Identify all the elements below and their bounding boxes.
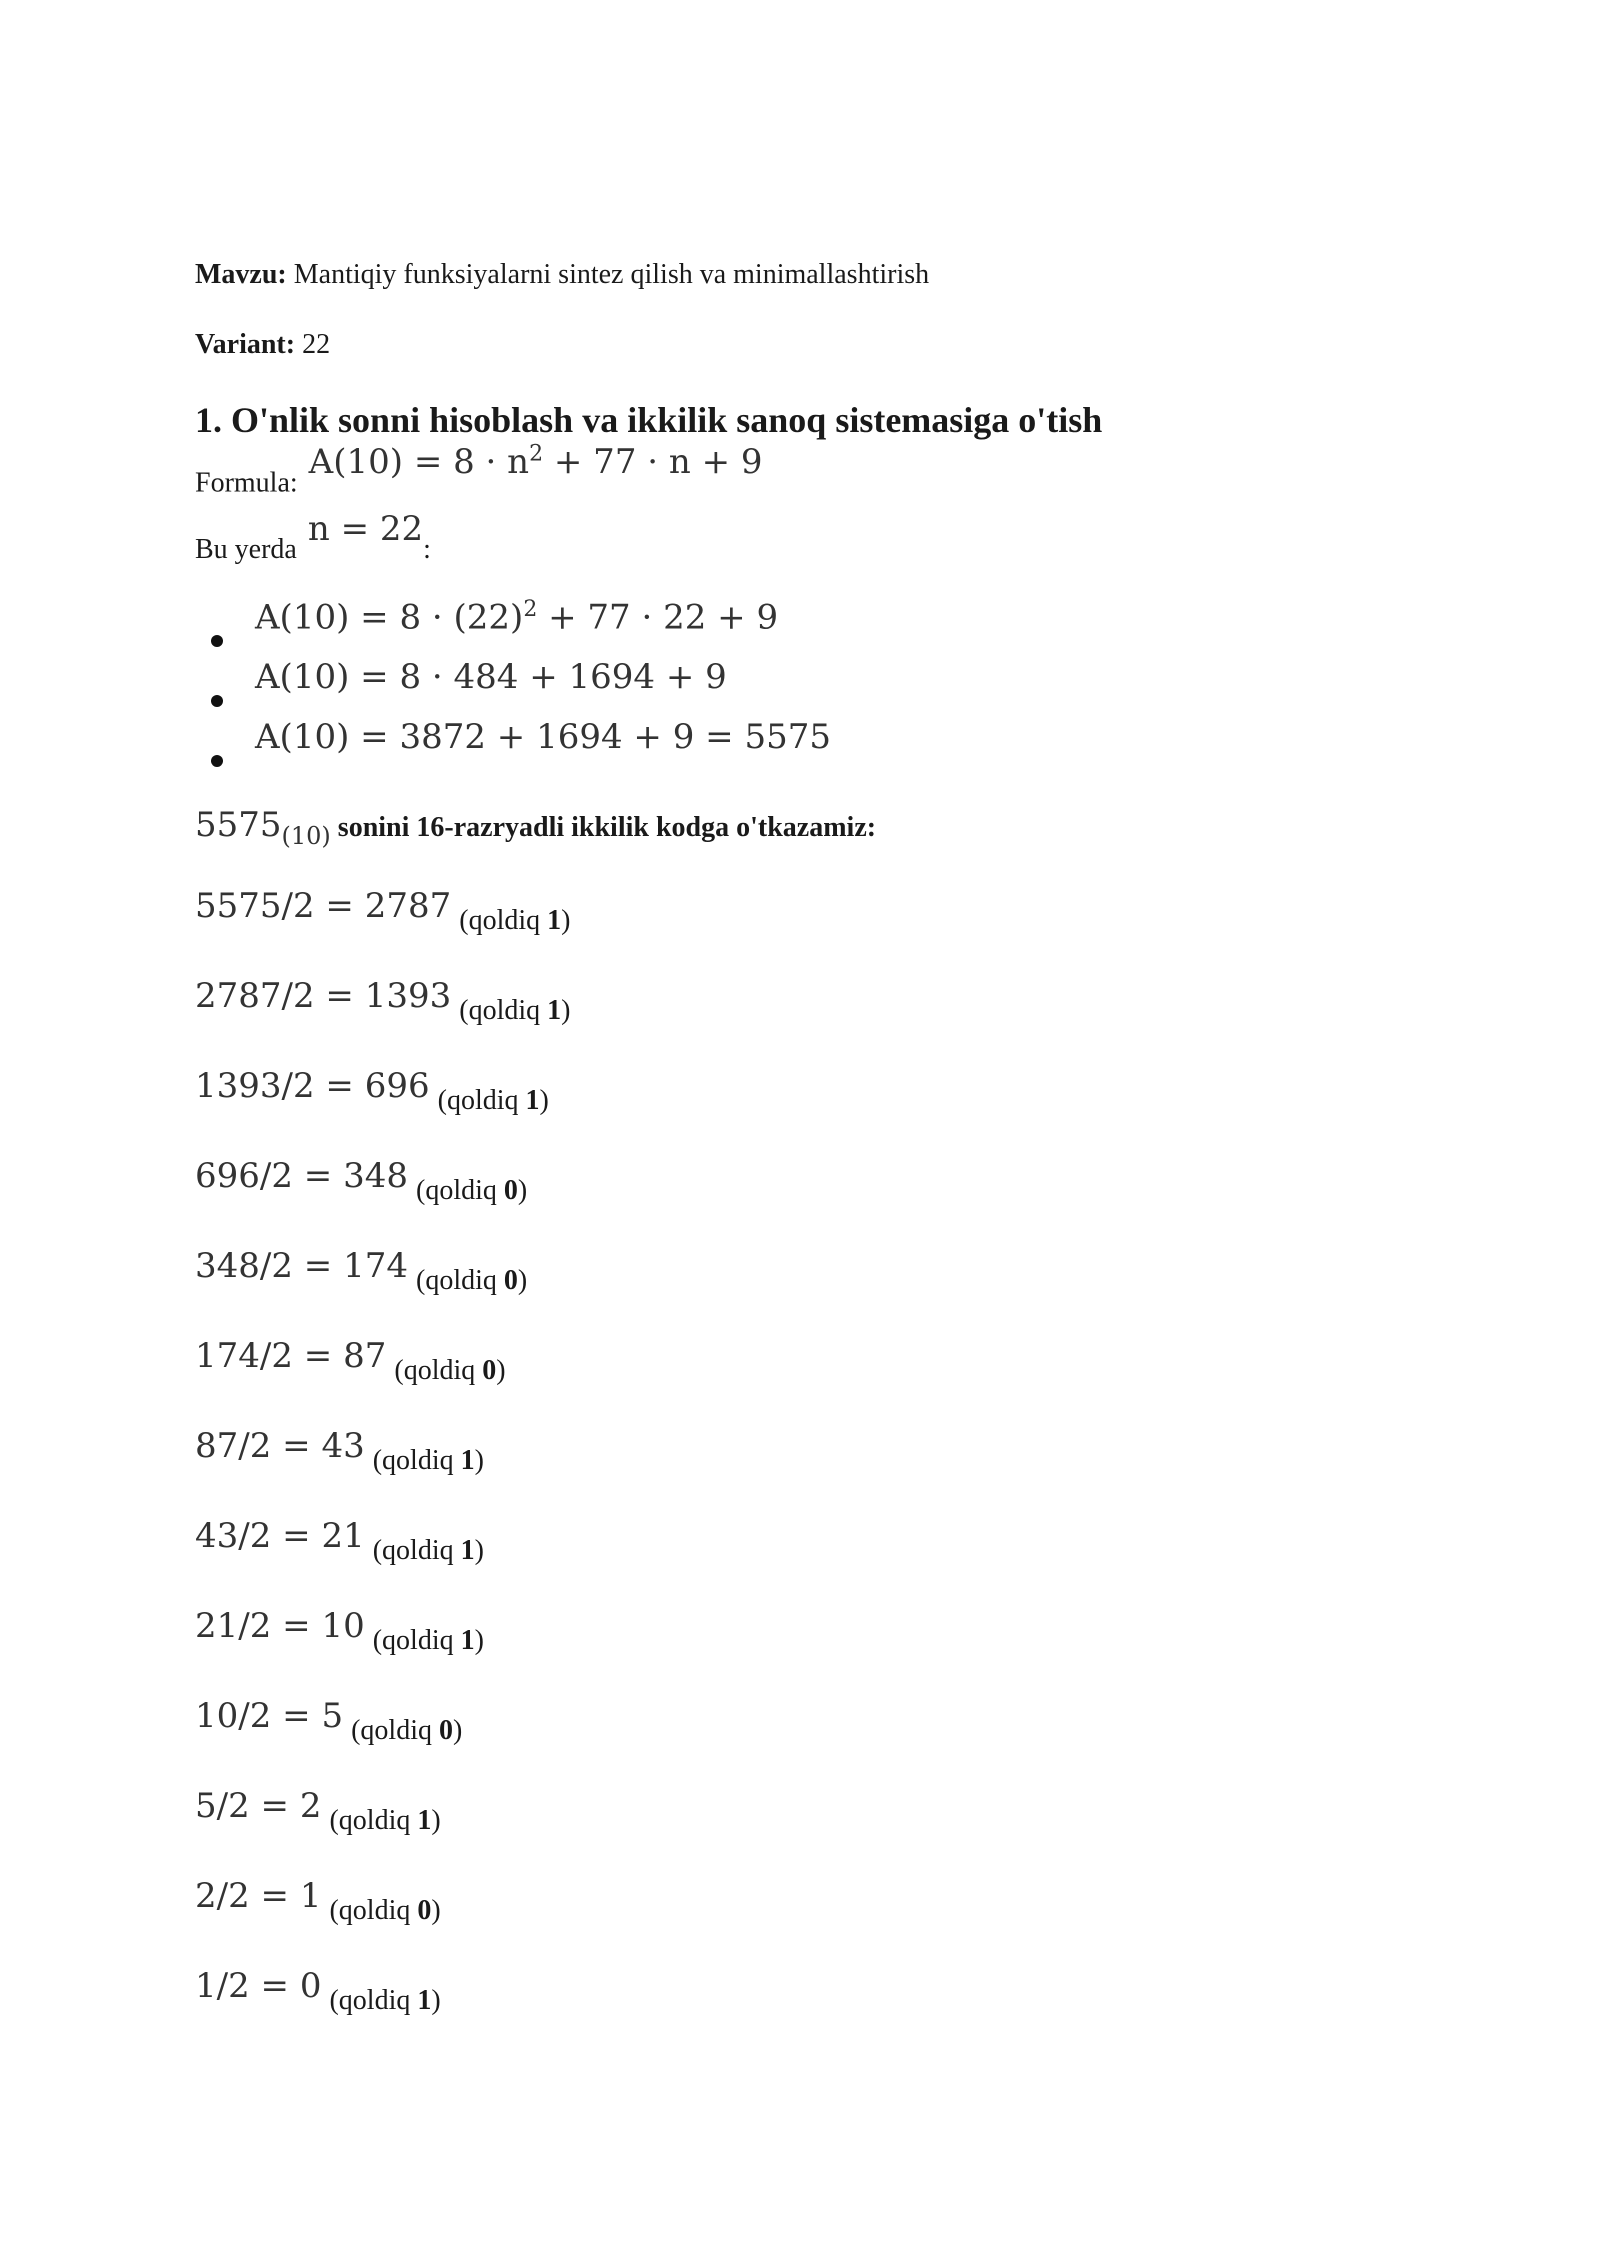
step-exponent: 2 bbox=[523, 597, 538, 623]
remainder-word: qoldiq bbox=[382, 1535, 454, 1567]
remainder-word: qoldiq bbox=[468, 995, 541, 1027]
remainder-digit: 0 bbox=[503, 1265, 518, 1297]
division-row bbox=[195, 1876, 1435, 1972]
remainder-note: (qoldiq 0) bbox=[329, 1895, 441, 1927]
division-expression: 43/2 = 21 bbox=[195, 1516, 365, 1557]
conversion-text: sonini 16-razryadli ikkilik kodga o'tkazamiz: bbox=[337, 812, 877, 844]
remainder-word: qoldiq bbox=[425, 1265, 497, 1297]
remainder-note: (qoldiq 1) bbox=[329, 1805, 441, 1837]
division-expression: 21/2 = 10 bbox=[195, 1606, 365, 1647]
calculation-step bbox=[195, 597, 1435, 657]
remainder-word: qoldiq bbox=[338, 1805, 411, 1837]
division-expression: 87/2 = 43 bbox=[195, 1426, 365, 1467]
remainder-digit: 0 bbox=[417, 1895, 432, 1927]
division-row bbox=[195, 886, 1435, 982]
step-expression: A(10) = 3872 + 1694 + 9 = 5575 bbox=[255, 717, 831, 758]
conversion-line bbox=[195, 805, 1435, 856]
division-expression: 5575/2 = 2787 bbox=[195, 886, 452, 927]
remainder-word: qoldiq bbox=[338, 1895, 411, 1927]
formula-expression bbox=[309, 442, 763, 482]
division-row bbox=[195, 1156, 1435, 1252]
remainder-note: (qoldiq 1) bbox=[372, 1445, 484, 1477]
division-row bbox=[195, 1426, 1435, 1522]
given-suffix: : bbox=[423, 534, 431, 566]
formula-label: Formula: bbox=[195, 467, 298, 499]
bullet-icon bbox=[211, 755, 223, 767]
remainder-digit: 1 bbox=[547, 995, 562, 1027]
remainder-note: (qoldiq 1) bbox=[437, 1085, 549, 1117]
division-expression: 174/2 = 87 bbox=[195, 1336, 387, 1377]
topic-line bbox=[195, 258, 1435, 292]
remainder-note: (qoldiq 0) bbox=[351, 1715, 463, 1747]
division-expression: 10/2 = 5 bbox=[195, 1696, 344, 1737]
formula-rhs: + 77 · n + 9 bbox=[543, 442, 763, 483]
remainder-digit: 0 bbox=[482, 1355, 497, 1387]
step-post: + 77 · 22 + 9 bbox=[537, 597, 779, 638]
remainder-digit: 1 bbox=[417, 1805, 432, 1837]
remainder-word: qoldiq bbox=[403, 1355, 476, 1387]
division-expression: 1393/2 = 696 bbox=[195, 1066, 430, 1107]
document-content bbox=[195, 258, 1435, 2062]
remainder-note: (qoldiq 1) bbox=[329, 1985, 441, 2017]
section-heading: 1. O'nlik sonni hisoblash va ikkilik sanoq sistemasiga o'tish bbox=[195, 400, 1103, 440]
division-row bbox=[195, 1246, 1435, 1342]
calculation-steps bbox=[195, 597, 1435, 777]
calculation-step bbox=[195, 657, 1435, 717]
formula-lhs: A(10) = 8 · n bbox=[308, 442, 530, 483]
remainder-word: qoldiq bbox=[382, 1625, 454, 1657]
division-expression: 2787/2 = 1393 bbox=[195, 976, 452, 1017]
remainder-note: (qoldiq 0) bbox=[415, 1265, 528, 1297]
remainder-digit: 0 bbox=[438, 1715, 453, 1747]
given-label: Bu yerda bbox=[195, 534, 297, 566]
topic-value: Mantiqiy funksiyalarni sintez qilish va minimallashtirish bbox=[293, 259, 930, 290]
variant-line bbox=[195, 328, 1435, 362]
calculation-step bbox=[195, 717, 1435, 777]
variant-label: Variant: bbox=[195, 329, 296, 360]
remainder-note: (qoldiq 1) bbox=[372, 1535, 484, 1567]
given-expression: n = 22 bbox=[307, 509, 424, 550]
remainder-word: qoldiq bbox=[382, 1445, 454, 1477]
remainder-word: qoldiq bbox=[468, 905, 541, 937]
remainder-digit: 1 bbox=[460, 1535, 475, 1567]
topic-label: Mavzu: bbox=[195, 259, 287, 290]
remainder-word: qoldiq bbox=[425, 1175, 497, 1207]
bullet-icon bbox=[211, 695, 223, 707]
division-row bbox=[195, 1336, 1435, 1432]
step-expression bbox=[255, 597, 778, 637]
division-expression: 5/2 = 2 bbox=[195, 1786, 322, 1827]
remainder-note: (qoldiq 1) bbox=[459, 995, 571, 1027]
remainder-digit: 1 bbox=[460, 1625, 475, 1657]
division-row bbox=[195, 1606, 1435, 1702]
step-pre: A(10) = 8 · (22) bbox=[255, 597, 524, 638]
formula-line bbox=[195, 442, 1435, 500]
division-row bbox=[195, 1786, 1435, 1882]
remainder-note: (qoldiq 0) bbox=[394, 1355, 506, 1387]
remainder-note: (qoldiq 1) bbox=[372, 1625, 484, 1657]
conversion-base: (10) bbox=[281, 822, 331, 851]
division-list bbox=[195, 886, 1435, 2062]
remainder-note: (qoldiq 0) bbox=[415, 1175, 528, 1207]
division-row bbox=[195, 1696, 1435, 1792]
conversion-value: 5575 bbox=[195, 805, 282, 846]
division-row bbox=[195, 1966, 1435, 2062]
division-row bbox=[195, 1516, 1435, 1612]
bullet-icon bbox=[211, 635, 223, 647]
division-expression: 348/2 = 174 bbox=[195, 1246, 408, 1287]
remainder-digit: 1 bbox=[460, 1445, 475, 1477]
remainder-digit: 1 bbox=[417, 1985, 432, 2017]
division-expression: 2/2 = 1 bbox=[195, 1876, 322, 1917]
division-row bbox=[195, 976, 1435, 1072]
remainder-digit: 1 bbox=[547, 905, 562, 937]
given-line bbox=[195, 509, 1435, 567]
division-expression: 1/2 = 0 bbox=[195, 1966, 322, 2007]
remainder-word: qoldiq bbox=[360, 1715, 432, 1747]
remainder-word: qoldiq bbox=[446, 1085, 519, 1117]
remainder-digit: 0 bbox=[503, 1175, 518, 1207]
variant-value: 22 bbox=[302, 329, 331, 360]
remainder-word: qoldiq bbox=[338, 1985, 411, 2017]
formula-exponent: 2 bbox=[529, 442, 544, 467]
remainder-note: (qoldiq 1) bbox=[459, 905, 571, 937]
conversion-number bbox=[195, 805, 331, 851]
step-expression: A(10) = 8 · 484 + 1694 + 9 bbox=[255, 657, 727, 698]
remainder-digit: 1 bbox=[525, 1085, 540, 1117]
division-row bbox=[195, 1066, 1435, 1162]
division-expression: 696/2 = 348 bbox=[195, 1156, 408, 1197]
